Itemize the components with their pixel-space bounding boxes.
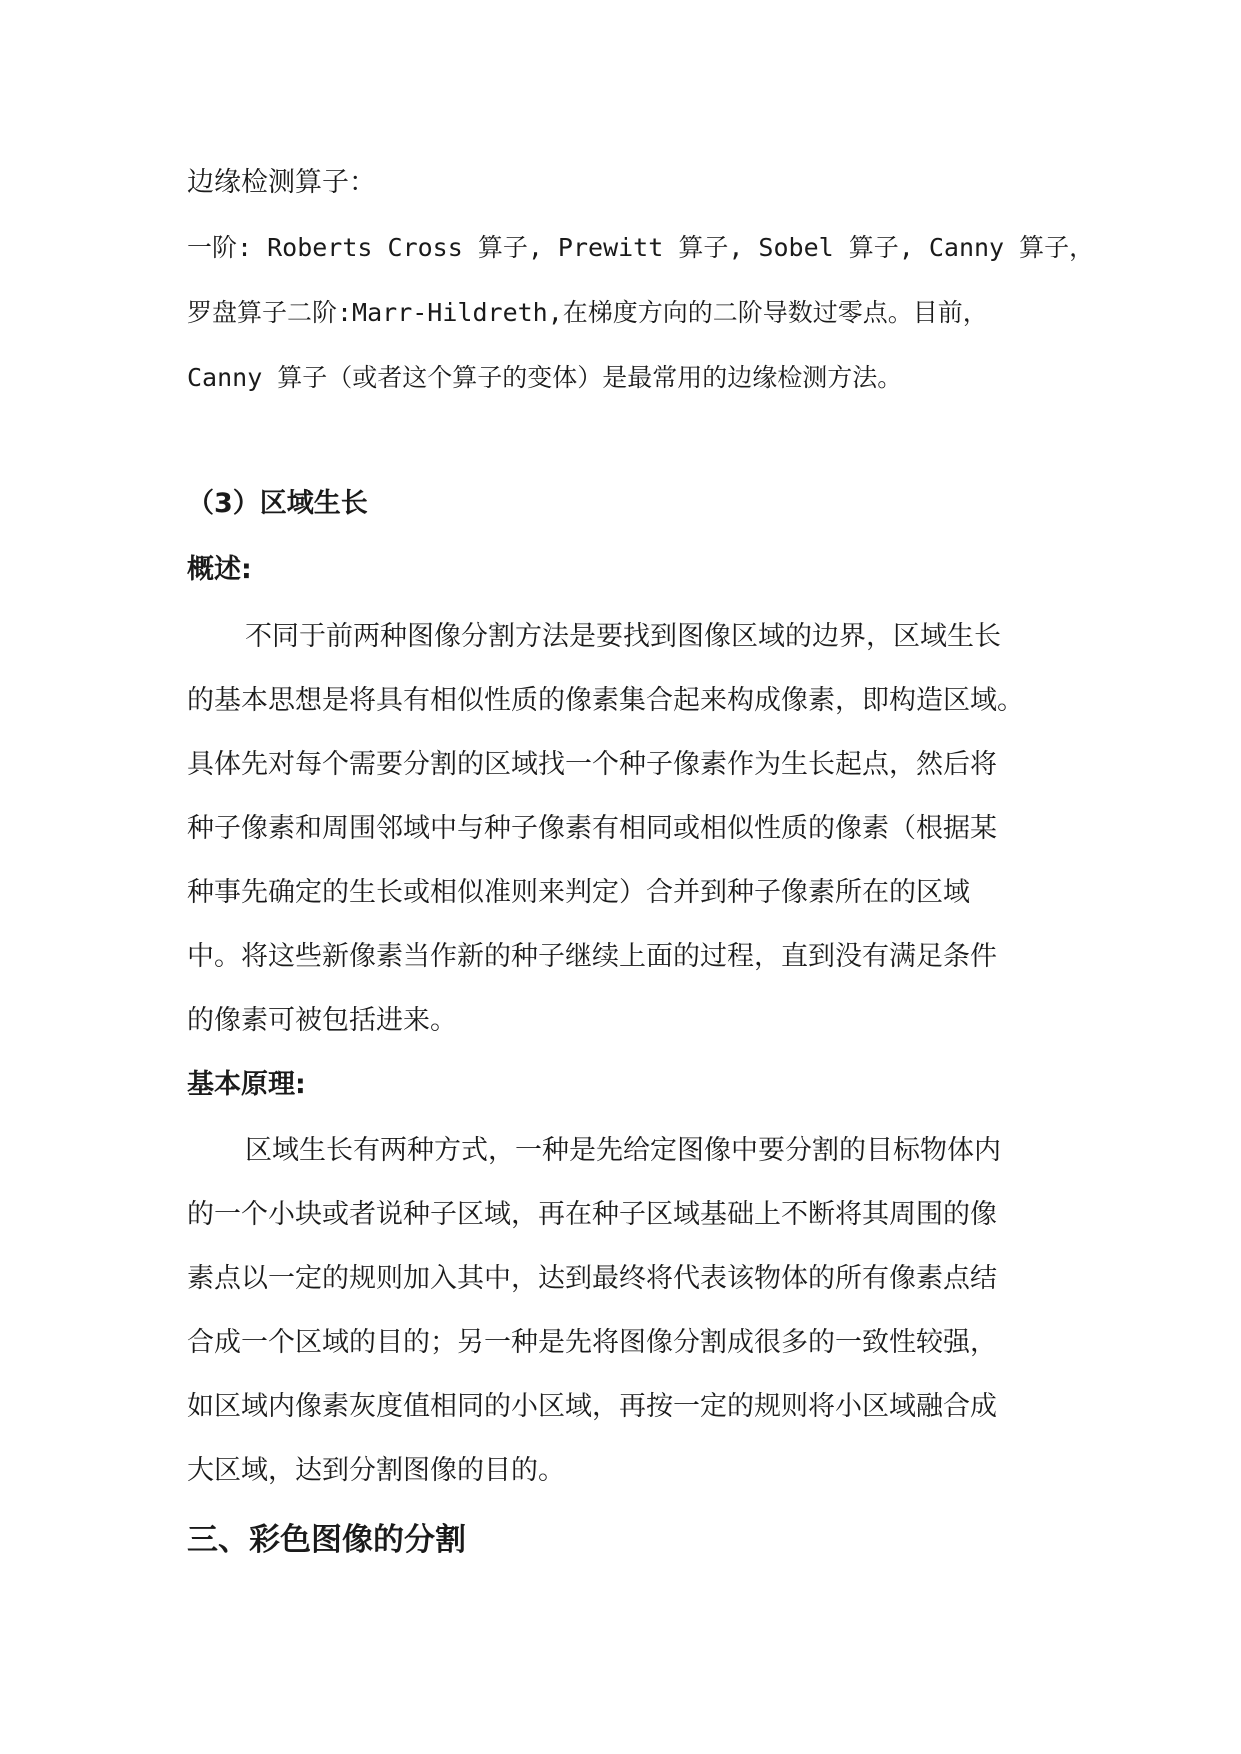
edge-operators-line-1: 一阶: Roberts Cross 算子, Prewitt 算子, Sobel 算子, Canny 算子， [187,233,1095,262]
overview-paragraph-line: 具体先对每个需要分割的区域找一个种子像素作为生长起点，然后将 [187,749,997,780]
edge-operators-line-3: Canny 算子（或者这个算子的变体）是最常用的边缘检测方法。 [187,363,903,392]
overview-paragraph-line: 种子像素和周围邻域中与种子像素有相同或相似性质的像素（根据某 [187,813,997,844]
principle-paragraph-line: 大区域，达到分割图像的目的。 [187,1455,565,1486]
color-segmentation-heading: 三、彩色图像的分割 [187,1522,466,1558]
overview-paragraph-line: 不同于前两种图像分割方法是要找到图像区域的边界，区域生长 [245,621,1001,652]
region-growing-heading: （3）区域生长 [187,488,368,519]
principle-label: 基本原理: [187,1069,306,1100]
overview-label: 概述: [187,554,252,585]
principle-paragraph-line: 如区域内像素灰度值相同的小区域，再按一定的规则将小区域融合成 [187,1391,997,1422]
overview-paragraph-line: 种事先确定的生长或相似准则来判定）合并到种子像素所在的区域 [187,877,970,908]
overview-paragraph-line: 的像素可被包括进来。 [187,1005,457,1036]
edge-operators-title: 边缘检测算子： [187,167,376,198]
principle-paragraph-line: 合成一个区域的目的；另一种是先将图像分割成很多的一致性较强， [187,1327,997,1358]
overview-paragraph-line: 的基本思想是将具有相似性质的像素集合起来构成像素，即构造区域。 [187,685,1024,716]
principle-paragraph-line: 区域生长有两种方式，一种是先给定图像中要分割的目标物体内 [245,1135,1001,1166]
principle-paragraph-line: 的一个小块或者说种子区域，再在种子区域基础上不断将其周围的像 [187,1199,997,1230]
edge-operators-line-2: 罗盘算子二阶:Marr-Hildreth,在梯度方向的二阶导数过零点。目前， [187,298,988,327]
overview-paragraph-line: 中。将这些新像素当作新的种子继续上面的过程，直到没有满足条件 [187,941,997,972]
principle-paragraph-line: 素点以一定的规则加入其中，达到最终将代表该物体的所有像素点结 [187,1263,997,1294]
